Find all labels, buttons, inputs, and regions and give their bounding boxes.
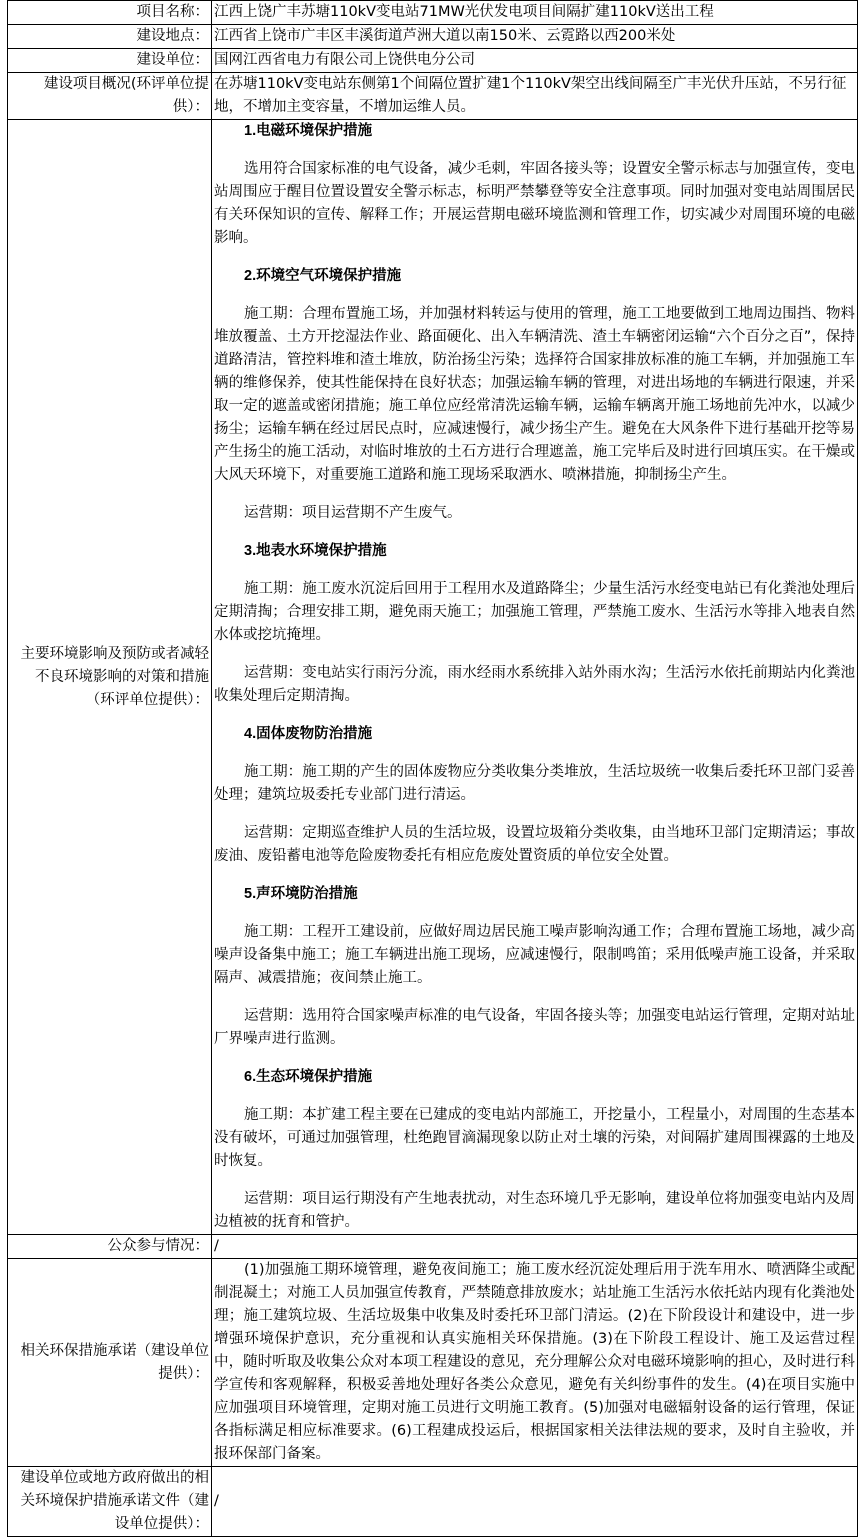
- section-title: 5.声环境防治措施: [244, 886, 358, 902]
- location-label: 建设地点：: [8, 25, 212, 49]
- builder-label: 建设单位：: [8, 49, 212, 73]
- section-title: 2.环境空气环境保护措施: [244, 268, 402, 284]
- row-project-name: [8, 1, 858, 25]
- measures-content: [212, 120, 858, 1235]
- section-paragraph: 运营期：定期巡查维护人员的生活垃圾，设置垃圾箱分类收集，由当地环卫部门定期清运；事故废油、废铅蓄电池等危险废物委托有相应危废处置资质的单位安全处置。: [214, 825, 855, 864]
- gov-docs-label: 建设单位或地方政府做出的相关环境保护措施承诺文件（建设单位提供）：: [8, 1467, 212, 1537]
- section-paragraph: 运营期：项目运行期没有产生地表扰动，对生态环境几乎无影响，建设单位将加强变电站内及周边植被的抚育和管护。: [214, 1191, 855, 1230]
- gov-docs-value: /: [212, 1467, 858, 1537]
- row-measures: [8, 120, 858, 1235]
- section-paragraph: 施工期：合理布置施工场，并加强材料转运与使用的管理，施工工地要做到工地周边围挡、物料堆放覆盖、土方开挖湿法作业、路面硬化、出入车辆清洗、渣土车辆密闭运输“六个百分之百”，保持道路清洁，管控料堆和渣土堆放，防治扬尘污染；选择符合国家排放标准的施工车辆，并加强施工车辆的维修保养，使其性能保持在良好状态；加强运输车辆的管理，对进出场地的车辆进行限速，并采取一定的遮盖或密闭措施；施工单位应经常清洗运输车辆，运输车辆离开施工场地前先冲水，以减少扬尘；运输车辆在经过居民点时，应减速慢行，减少扬尘产生。避免在大风条件下进行基础开挖等易产生扬尘的施工活动，对临时堆放的土石方进行合理遮盖，施工完毕后及时进行回填压实。在干燥或大风天环境下，对重要施工道路和施工现场采取洒水、喷淋措施，抑制扬尘产生。: [214, 306, 855, 483]
- public-label: 公众参与情况：: [8, 1235, 212, 1259]
- overview-label: 建设项目概况(环评单位提供）：: [8, 73, 212, 120]
- row-location: [8, 25, 858, 49]
- row-public: [8, 1235, 858, 1259]
- row-gov-docs: [8, 1467, 858, 1537]
- section-paragraph: 运营期：项目运营期不产生废气。: [244, 505, 462, 521]
- section-title: 6.生态环境保护措施: [244, 1069, 373, 1085]
- section-paragraph: 施工期：施工期的产生的固体废物应分类收集分类堆放，生活垃圾统一收集后委托环卫部门妥善处理；建筑垃圾委托专业部门进行清运。: [214, 764, 855, 803]
- commitment-label: 相关环保措施承诺（建设单位提供）：: [8, 1259, 212, 1467]
- row-builder: [8, 49, 858, 73]
- section-paragraph: 施工期：施工废水沉淀后回用于工程用水及道路降尘；少量生活污水经变电站已有化粪池处理后定期清掏；合理安排工期，避免雨天施工；加强施工管理，严禁施工废水、生活污水等排入地表自然水体或挖坑掩埋。: [214, 581, 855, 643]
- commitment-value: (1)加强施工期环境管理，避免夜间施工；施工废水经沉淀处理后用于洗车用水、喷洒降尘或配制混凝土；对施工人员加强宣传教育，严禁随意排放废水；站址施工生活污水依托站内现有化粪池处理；施工建筑垃圾、生活垃圾集中收集及时委托环卫部门清运。(2)在下阶段设计和建设中，进一步增强环境保护意识，充分重视和认真实施相关环保措施。(3)在下阶段工程设计、施工及运营过程中，随时听取及收集公众对本项工程建设的意见，充分理解公众对电磁环境影响的担心，及时进行科学宣传和客观解释，积极妥善地处理好各类公众意见，避免有关纠纷事件的发生。(4)在项目实施中应加强项目环境管理，定期对施工员进行文明施工教育。(5)加强对电磁辐射设备的运行管理，保证各指标满足相应标准要求。(6)工程建成投运后，根据国家相关法律法规的要求，及时自主验收，并报环保部门备案。: [212, 1259, 858, 1467]
- section-title: 4.固体废物防治措施: [244, 726, 373, 742]
- project-name-value: 江西上饶广丰苏塘110kV变电站71MW光伏发电项目间隔扩建110kV送出工程: [212, 1, 858, 25]
- section-paragraph: 运营期：变电站实行雨污分流，雨水经雨水系统排入站外雨水沟；生活污水依托前期站内化粪池收集处理后定期清掏。: [214, 665, 855, 704]
- location-value: 江西省上饶市广丰区丰溪街道芦洲大道以南150米、云霓路以西200米处: [212, 25, 858, 49]
- row-overview: [8, 73, 858, 120]
- public-value: /: [212, 1235, 858, 1259]
- project-info-table: [7, 0, 858, 1537]
- section-title: 1.电磁环境保护措施: [244, 123, 373, 139]
- measures-label: 主要环境影响及预防或者减轻不良环境影响的对策和措施（环评单位提供）：: [8, 120, 212, 1235]
- project-name-label: 项目名称：: [8, 1, 212, 25]
- section-paragraph: 施工期：工程开工建设前，应做好周边居民施工噪声影响沟通工作；合理布置施工场地，减少高噪声设备集中施工；施工车辆进出施工现场，应减速慢行，限制鸣笛；采用低噪声施工设备，并采取隔声、减震措施；夜间禁止施工。: [214, 924, 855, 986]
- overview-value: 在苏塘110kV变电站东侧第1个间隔位置扩建1个110kV架空出线间隔至广丰光伏升压站，不另行征地，不增加主变容量，不增加运维人员。: [212, 73, 858, 120]
- section-paragraph: 运营期：选用符合国家噪声标准的电气设备，牢固各接头等；加强变电站运行管理，定期对站址厂界噪声进行监测。: [214, 1008, 855, 1047]
- builder-value: 国网江西省电力有限公司上饶供电分公司: [212, 49, 858, 73]
- row-commitment: [8, 1259, 858, 1467]
- section-title: 3.地表水环境保护措施: [244, 543, 387, 559]
- section-paragraph: 选用符合国家标准的电气设备，减少毛刺，牢固各接头等；设置安全警示标志与加强宣传，变电站周围应于醒目位置设置安全警示标志，标明严禁攀登等安全注意事项。同时加强对变电站周围居民有关环保知识的宣传、解释工作；开展运营期电磁环境监测和管理工作，切实减少对周围环境的电磁影响。: [214, 161, 855, 246]
- section-paragraph: 施工期：本扩建工程主要在已建成的变电站内部施工，开挖量小，工程量小，对周围的生态基本没有破坏，可通过加强管理，杜绝跑冒滴漏现象以防止对土壤的污染，对间隔扩建周围裸露的土地及时恢复。: [214, 1107, 855, 1169]
